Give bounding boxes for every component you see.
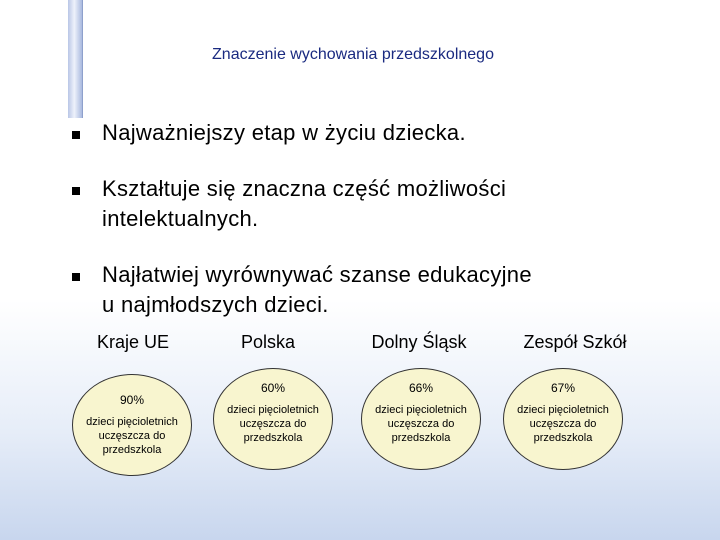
stat-circle-polska xyxy=(213,368,333,470)
bullet-item xyxy=(72,174,692,234)
bullet-square-icon xyxy=(72,273,80,281)
stat-description: dzieci pięcioletnich uczęszcza do przedszkola xyxy=(517,404,609,444)
header-zespol-szkol: Zespół Szkół xyxy=(523,332,627,352)
stat-description: dzieci pięcioletnich uczęszcza do przedszkola xyxy=(86,416,178,456)
stat-circle-kraje-ue xyxy=(72,374,192,476)
slide-title: Znaczenie wychowania przedszkolnego xyxy=(212,46,494,63)
bullet-list xyxy=(72,118,692,346)
bullet-square-icon xyxy=(72,187,80,195)
bullet-text: Najłatwiej wyrównywać szanse edukacyjne u najmłodszych dzieci. xyxy=(102,262,532,317)
bullet-text: Najważniejszy etap w życiu dziecka. xyxy=(102,120,466,145)
header-dolny-slask: Dolny Śląsk xyxy=(371,332,467,352)
column-headers xyxy=(0,332,720,358)
stat-description: dzieci pięcioletnich uczęszcza do przedszkola xyxy=(227,404,319,444)
stat-description: dzieci pięcioletnich uczęszcza do przedszkola xyxy=(375,404,467,444)
bullet-item xyxy=(72,118,692,148)
stat-circle-dolny-slask xyxy=(361,368,481,470)
stat-percent: 66% xyxy=(408,381,434,395)
bullet-text: Kształtuje się znaczna część możliwości intelektualnych. xyxy=(102,176,507,231)
stat-percent: 67% xyxy=(550,381,576,395)
header-kraje-ue: Kraje UE xyxy=(96,332,170,352)
stat-circle-zespol-szkol xyxy=(503,368,623,470)
header-polska: Polska xyxy=(240,332,296,352)
bullet-item xyxy=(72,260,692,320)
bullet-square-icon xyxy=(72,131,80,139)
stat-percent: 90% xyxy=(119,393,145,407)
stat-percent: 60% xyxy=(260,381,286,395)
